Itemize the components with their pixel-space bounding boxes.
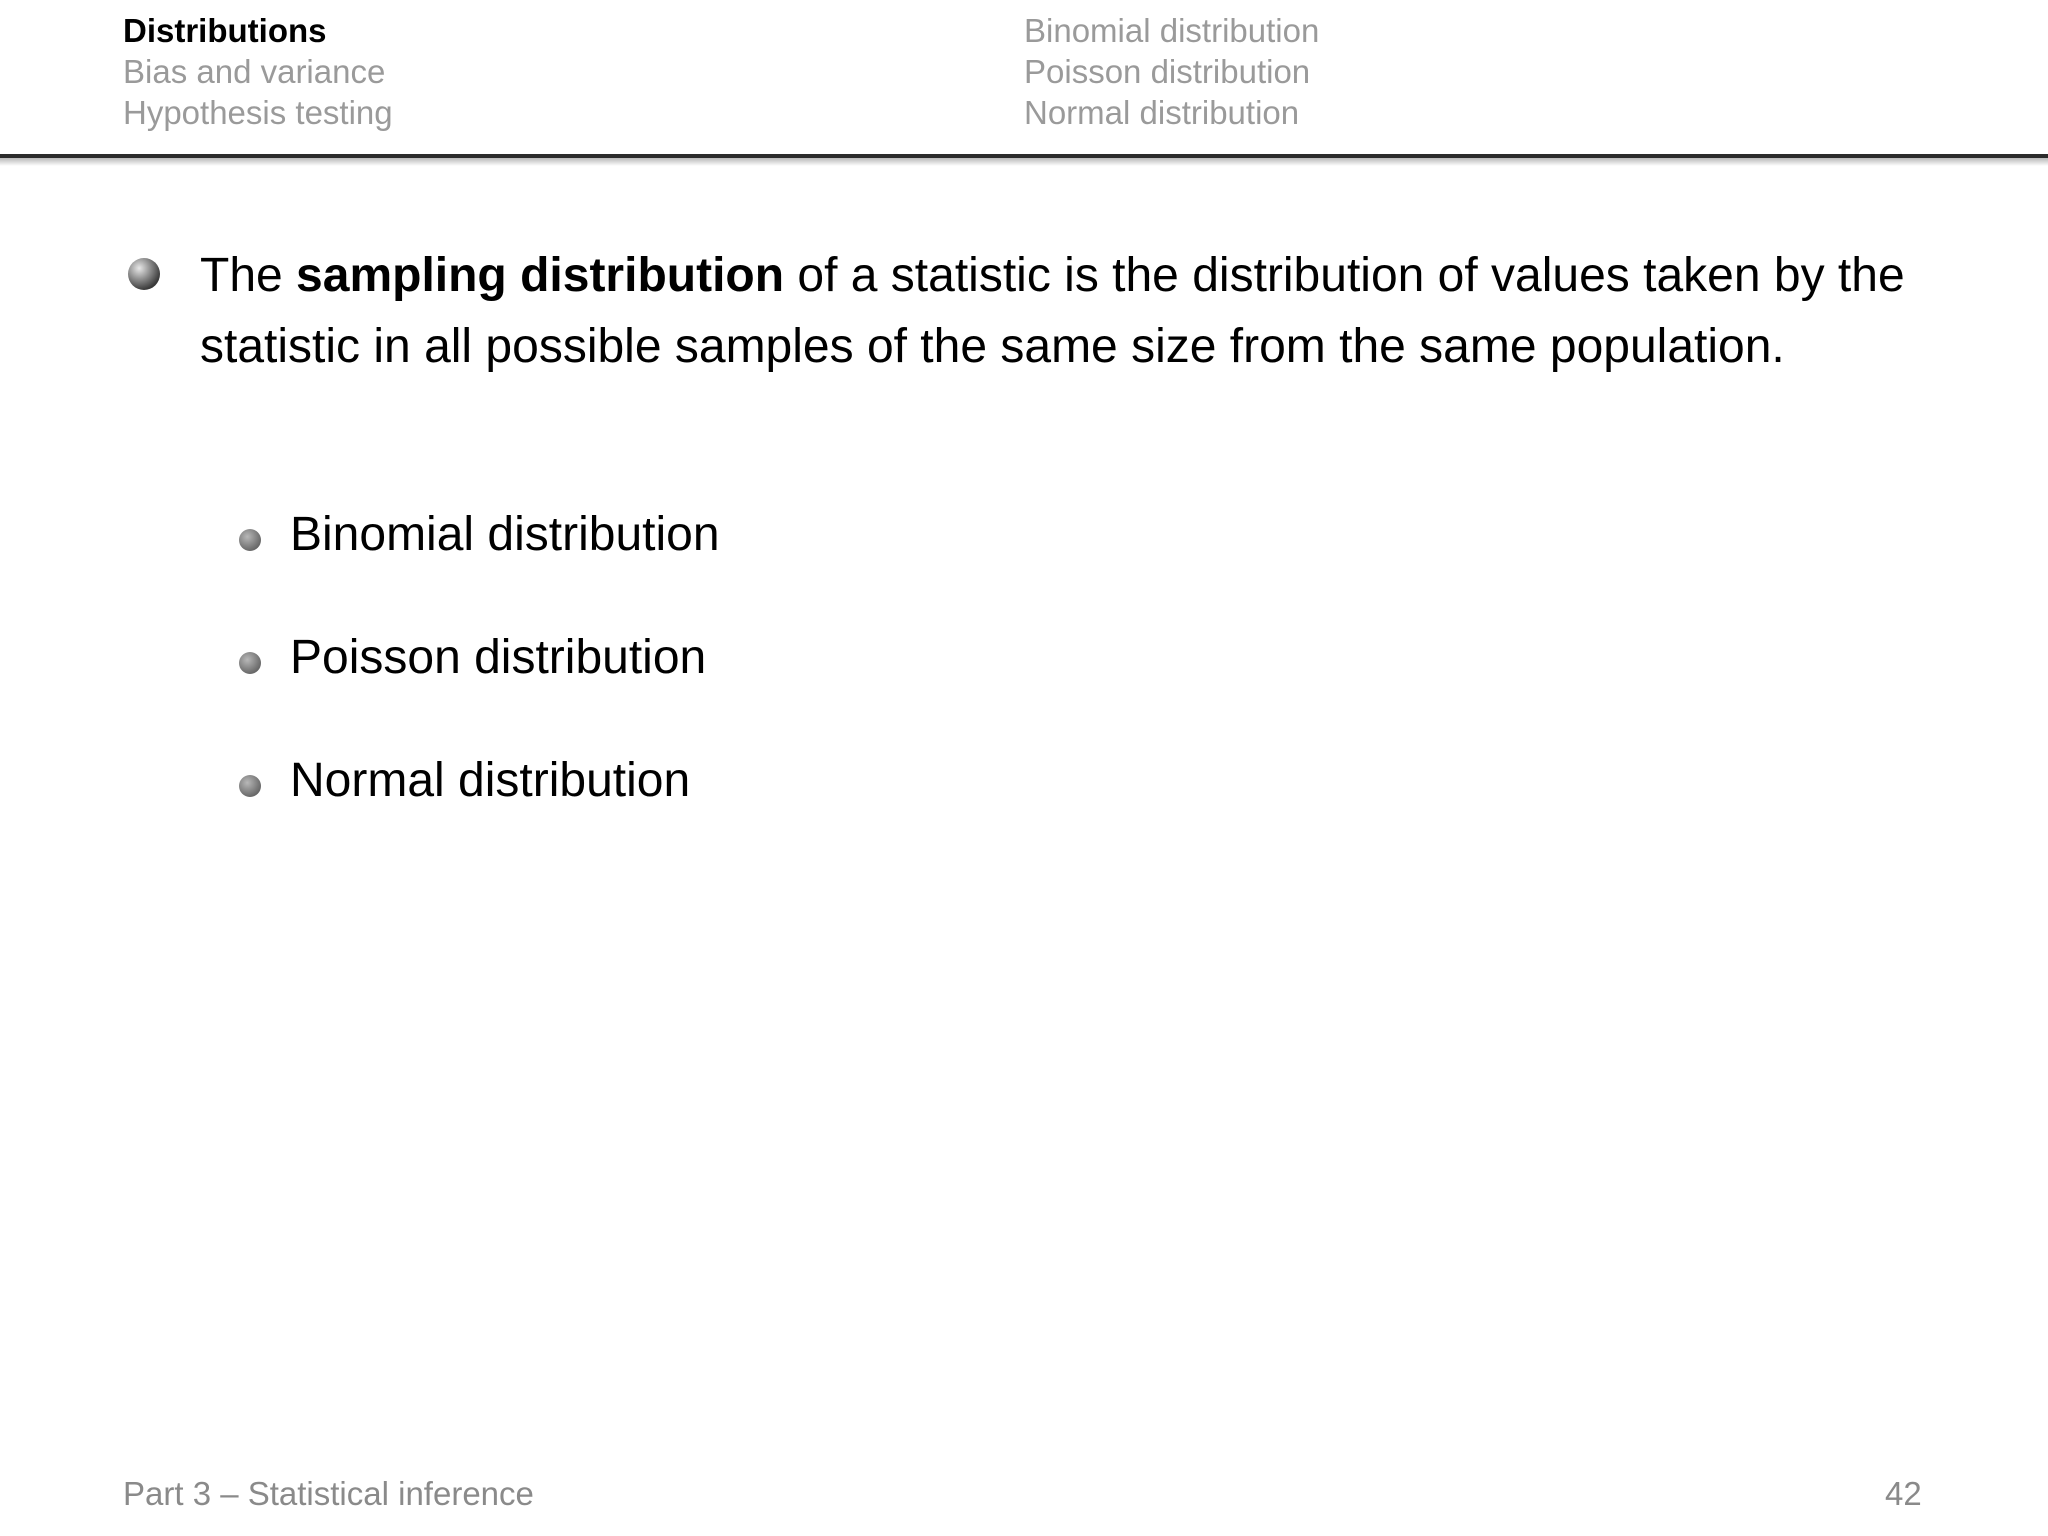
nav-subsection-binomial[interactable]: Binomial distribution: [1024, 12, 1320, 49]
nav-section-bias-and-variance[interactable]: Bias and variance: [123, 53, 386, 90]
subsection-nav: [1024, 10, 1319, 133]
list-item: [0, 500, 1200, 570]
nav-subsection-normal[interactable]: Normal distribution: [1024, 94, 1300, 131]
footer-page-number: 42: [1885, 1475, 1922, 1512]
header-navigation: [0, 0, 2048, 156]
main-bullet-icon: [128, 258, 160, 290]
list-item: [0, 623, 1200, 693]
footer-part-title: Part 3 – Statistical inference: [123, 1475, 534, 1512]
main-point-prefix: The: [200, 249, 297, 302]
sub-point-binomial: Binomial distribution: [290, 508, 720, 561]
sub-bullet-icon: [239, 652, 261, 674]
nav-subsection-poisson[interactable]: Poisson distribution: [1024, 53, 1311, 90]
nav-section-hypothesis-testing[interactable]: Hypothesis testing: [123, 94, 393, 131]
main-point-text: [200, 240, 1960, 382]
main-point-suffix: of a statistic is the distribution of values taken by the statistic in all possible samples of the same size from the same population.: [200, 249, 1905, 373]
list-item: [0, 746, 1200, 816]
sub-point-normal: Normal distribution: [290, 754, 691, 807]
sub-point-poisson: Poisson distribution: [290, 631, 707, 684]
sub-bullet-icon: [239, 529, 261, 551]
main-point-emphasis: sampling distribution: [296, 249, 785, 302]
section-nav: [123, 10, 393, 133]
header-shadow: [0, 158, 2048, 166]
nav-section-distributions[interactable]: Distributions: [123, 12, 327, 49]
sub-bullet-icon: [239, 775, 261, 797]
